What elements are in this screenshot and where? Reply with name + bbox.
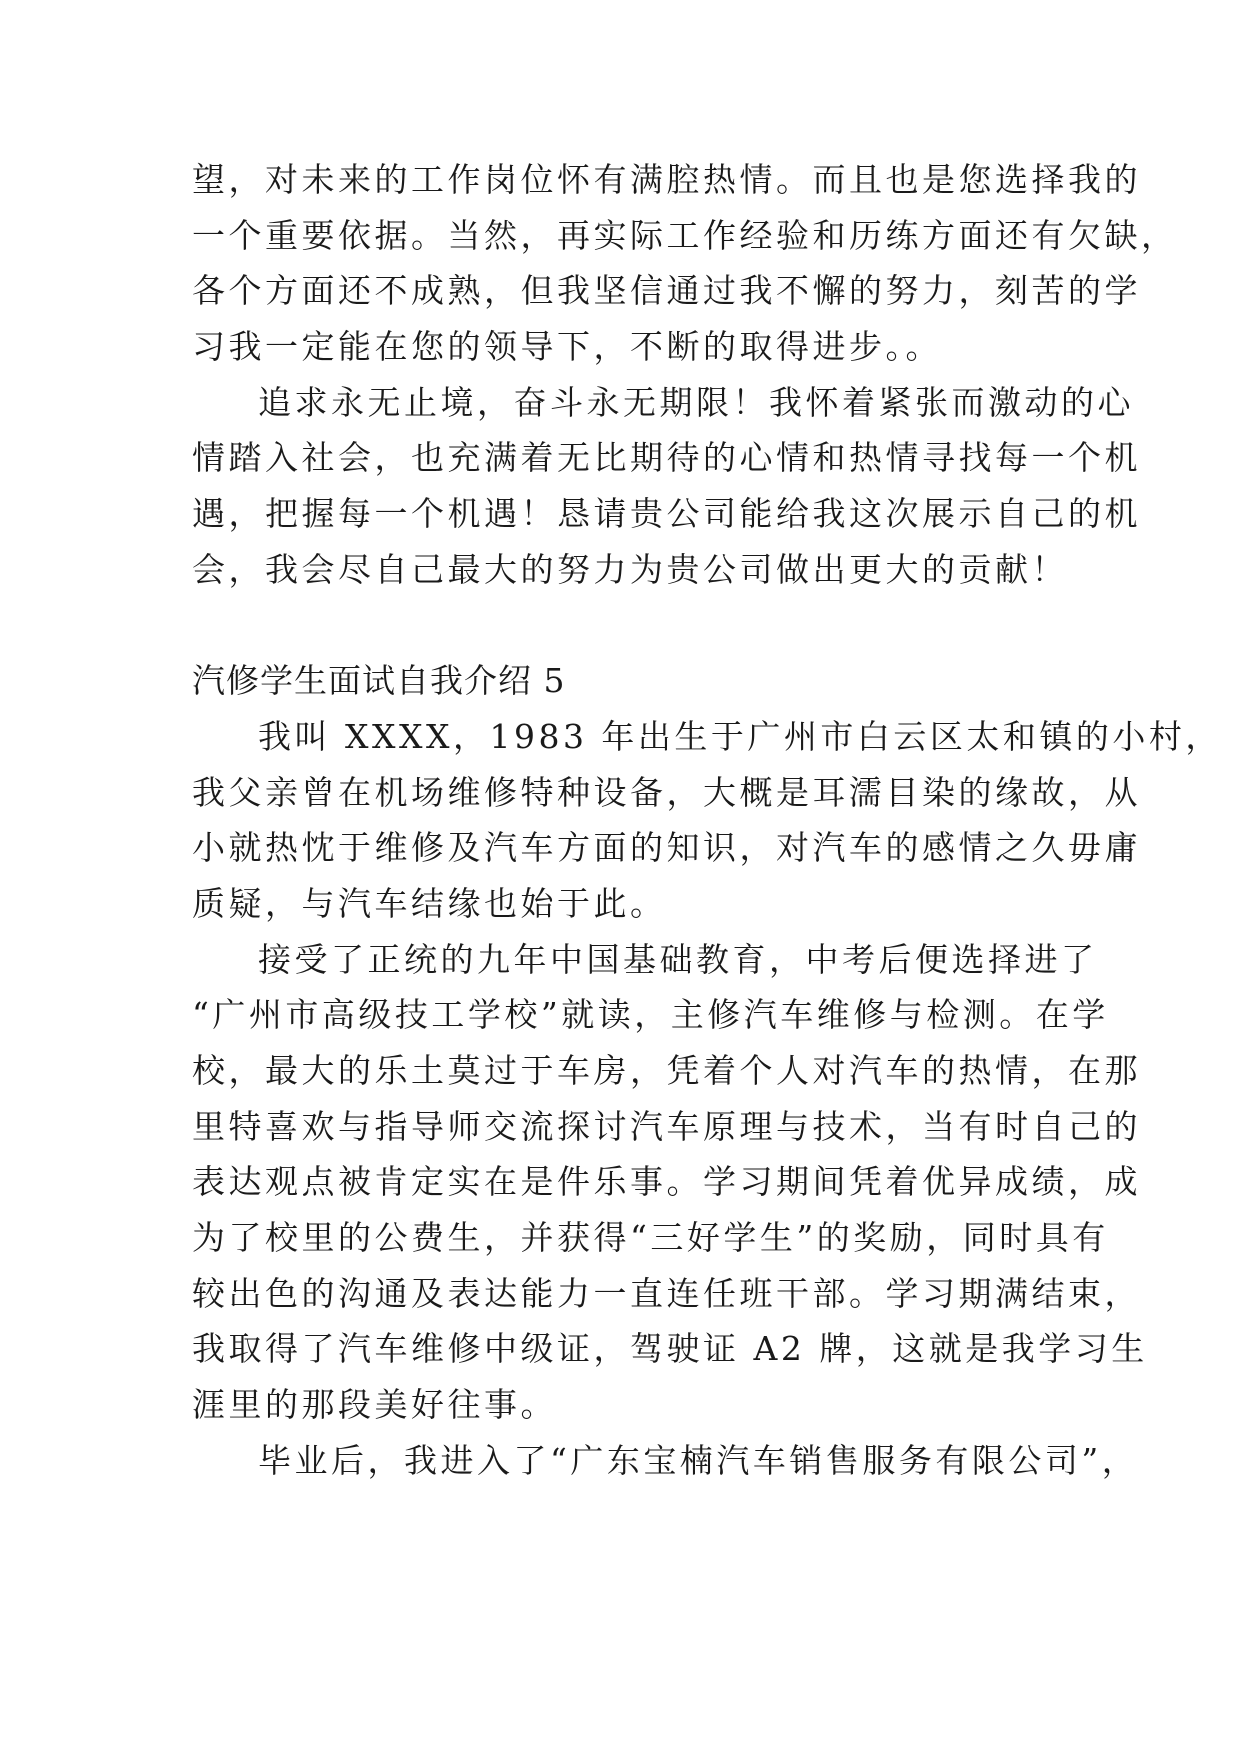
blank-line: [192, 598, 1072, 654]
section-title: 汽修学生面试自我介绍 5: [192, 661, 566, 701]
paragraph-line: 我叫 XXXX，1983 年出生于广州市白云区太和镇的小村，: [258, 716, 1222, 756]
paragraph-line: 小就热忱于维修及汽车方面的知识，对汽车的感情之久毋庸: [192, 828, 1141, 868]
document-body: [192, 152, 1222, 1489]
paragraph-line: 较出色的沟通及表达能力一直连任班干部。学习期满结束，: [192, 1273, 1141, 1313]
paragraph-1: [192, 152, 1178, 375]
paragraph-5: [192, 1433, 1139, 1489]
paragraph-line: 质疑，与汽车结缘也始于此。: [192, 883, 667, 923]
paragraph-2: [192, 375, 1141, 598]
paragraph-line: 望，对未来的工作岗位怀有满腔热情。而且也是您选择我的: [192, 160, 1141, 199]
paragraph-line: 校，最大的乐土莫过于车房，凭着个人对汽车的热情，在那: [192, 1051, 1141, 1090]
paragraph-line: 我父亲曾在机场维修特种设备，大概是耳濡目染的缘故，从: [192, 772, 1141, 812]
paragraph-line: 情踏入社会，也充满着无比期待的心情和热情寻找每一个机: [192, 438, 1141, 478]
paragraph-line: 我取得了汽车维修中级证，驾驶证 A2 牌，这就是我学习生: [192, 1329, 1148, 1369]
paragraph-line: 里特喜欢与指导师交流探讨汽车原理与技术，当有时自己的: [192, 1106, 1141, 1146]
paragraph-line: 毕业后，我进入了“广东宝楠汽车销售服务有限公司”，: [258, 1440, 1139, 1480]
paragraph-line: 一个重要依据。当然，再实际工作经验和历练方面还有欠缺，: [192, 215, 1178, 255]
paragraph-line: 习我一定能在您的领导下，不断的取得进步。。: [192, 327, 942, 367]
paragraph-line: “广州市高级技工学校”就读，主修汽车维修与检测。在学: [192, 995, 1109, 1035]
paragraph-3: [192, 709, 1222, 932]
paragraph-line: 接受了正统的九年中国基础教育，中考后便选择进了: [258, 939, 1098, 979]
paragraph-line: 会，我会尽自己最大的努力为贵公司做出更大的贡献！: [192, 549, 1068, 589]
paragraph-line: 表达观点被肯定实在是件乐事。学习期间凭着优异成绩，成: [192, 1162, 1141, 1202]
paragraph-4: [192, 932, 1148, 1433]
paragraph-line: 追求永无止境，奋斗永无期限！我怀着紧张而激动的心: [258, 382, 1134, 422]
paragraph-line: 遇，把握每一个机遇！恳请贵公司能给我这次展示自己的机: [192, 494, 1141, 534]
paragraph-line: 涯里的那段美好往事。: [192, 1385, 557, 1425]
paragraph-line: 为了校里的公费生，并获得“三好学生”的奖励，同时具有: [192, 1218, 1109, 1258]
paragraph-line: 各个方面还不成熟，但我坚信通过我不懈的努力，刻苦的学: [192, 271, 1141, 311]
